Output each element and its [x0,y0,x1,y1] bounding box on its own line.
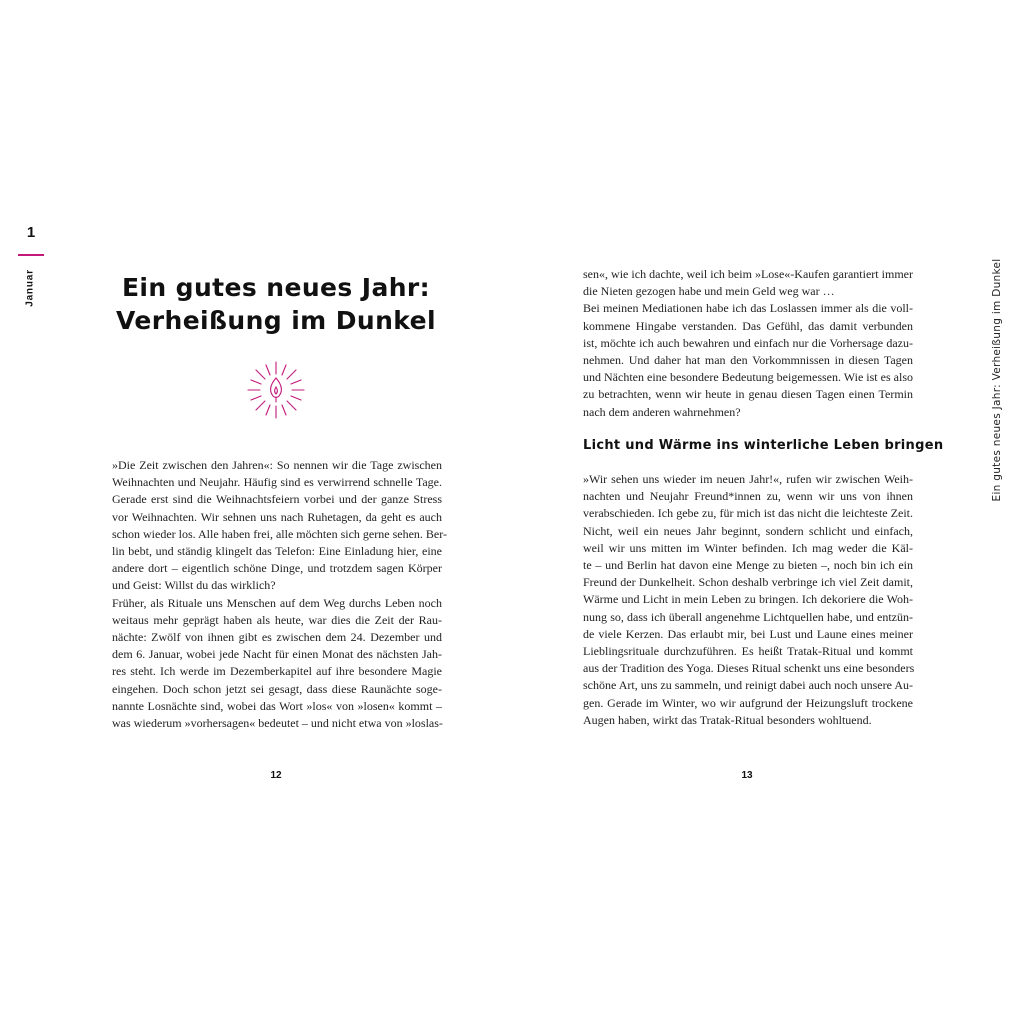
text-line: weil wir uns mitten im Winter befinden. Ich mag weder die Käl- [583,540,913,555]
section-subheading: Licht und Wärme ins winterliche Leben bringen [583,438,944,453]
text-line: »Die Zeit zwischen den Jahren«: So nennen wir die Tage zwischen [112,458,442,472]
right-body-text-bottom [583,471,913,729]
text-line: gen. Gerade im Winter, wo wir aufgrund der Heizungsluft trockene [583,695,913,710]
text-line: nehmen. Und daher hat man den Vorkommnissen in diesen Tagen [583,353,913,368]
text-line: und Geist: Willst du das wirklich? [112,578,276,593]
text-line: lin bebt, und ständig klingelt das Telefon: Eine Einladung hier, eine [112,544,442,559]
candle-flame-rays-icon [246,360,306,420]
text-line: Nicht, weil ein neues Jahr beginnt, sondern schlicht und einfach, [583,523,913,538]
text-line: zu betrachten, wenn wir heute in genau diesen Tagen einen Termin [583,387,913,402]
text-line: Augen haben, wirkt das Tratak-Ritual besonders wohltuend. [583,712,872,727]
text-line: Bei meinen Mediationen habe ich das Loslassen immer als die voll- [583,301,913,316]
left-body-text [112,457,447,732]
text-line: res steht. Ich werde im Dezemberkapitel auf ihre besondere Magie [112,664,442,679]
text-line: nach dem anderen wahrnehmen? [583,404,741,419]
chapter-accent-rule [18,254,44,256]
text-line: kommene Hingabe verstanden. Das Gefühl, das damit verbunden [583,318,913,333]
text-line: Freund der Dunkelheit. Schon deshalb verbringe ich viel Zeit damit, [583,575,913,590]
text-line: Lieblingsrituale durchzuführen. Es heißt Tratak-Ritual und kommt [583,644,913,659]
text-line: »Wir sehen uns wieder im neuen Jahr!«, rufen wir zwischen Weih- [583,472,913,486]
text-line: Wärme und Licht in mein Leben zu bringen. Ich dekoriere die Woh- [583,592,913,607]
text-line: nannte Losnächte sind, wobei das Wort »los« von »losen« kommt – [112,698,442,713]
text-line: aus der Tradition des Yoga. Dieses Ritual schenkt uns eine besonders [583,661,915,676]
text-line: die Nieten gezogen habe und mein Geld weg war … [583,284,835,299]
page-number-right: 13 [741,770,753,781]
text-line: Früher, als Rituale uns Menschen auf dem Weg durchs Leben noch [112,595,442,610]
text-line: nächte: Zwölf von ihnen gibt es zwischen dem 24. Dezember und [112,630,442,645]
right-body-text-top [583,266,913,421]
chapter-name: Januar [24,269,36,307]
text-line: Gerade erst sind die Weihnachtsfeiern vorbei und der ganze Stress [112,492,442,507]
text-line: ist, möchte ich auch bewahren und einfach nur die Vorhersage dazu- [583,335,913,350]
text-line: sen«, wie ich dachte, weil ich beim »Lose«-Kaufen garantiert immer [583,267,913,281]
text-line: nachten und Neujahr Freund*innen zu, wenn wir uns von ihnen [583,489,913,504]
text-line: was wiederum »vorhersagen« bedeutet – und nicht etwa von »loslas- [112,716,443,731]
text-line: schöne Art, uns zu sammeln, und reinigt dabei auch noch unsere Au- [583,678,913,693]
text-line: eingehen. Doch schon jetzt sei gesagt, dass diese Raunächte soge- [112,681,442,696]
text-line: nung so, dass ich überall angenehme Lichtquellen habe, und entzün- [583,609,913,624]
chapter-title-line-1: Ein gutes neues Jahr: [121,273,431,302]
text-line: dem 6. Januar, wobei jede Nacht für einen Monat des nächsten Jah- [112,647,442,662]
page-number-left: 12 [270,770,282,781]
text-line: weitaus mehr geprägt haben als heute, war dies die Zeit der Rau- [112,612,442,627]
text-line: Weihnachten und Neujahr. Häufig sind es verwirrend schnelle Tage. [112,475,442,490]
text-line: andere dort – eigentlich schöne Dinge, und trotzdem sagen Körper [112,561,442,576]
chapter-number: 1 [26,224,36,241]
text-line: vor Weihnachten. Wir sehnen uns nach Ruhetagen, da geht es auch [112,509,442,524]
text-line: verabschieden. Ich gebe zu, für mich ist das nicht die leichteste Zeit. [583,506,913,521]
text-line: de viele Kerzen. Das erlaubt mir, bei Lust und Laune eines meiner [583,626,913,641]
running-head: Ein gutes neues Jahr: Verheißung im Dunkel [991,258,1003,502]
text-line: und Nächten eine besondere Bedeutung beigemessen. Wie ist es also [583,370,913,385]
text-line: schon wieder los. Alle haben frei, alle möchten sich gerne sehen. Ber- [112,526,447,541]
chapter-title [96,271,456,337]
text-line: te – und Berlin hat davon eine Menge zu bieten –, noch bin ich ein [583,558,913,573]
chapter-title-line-2: Verheißung im Dunkel [116,306,436,335]
